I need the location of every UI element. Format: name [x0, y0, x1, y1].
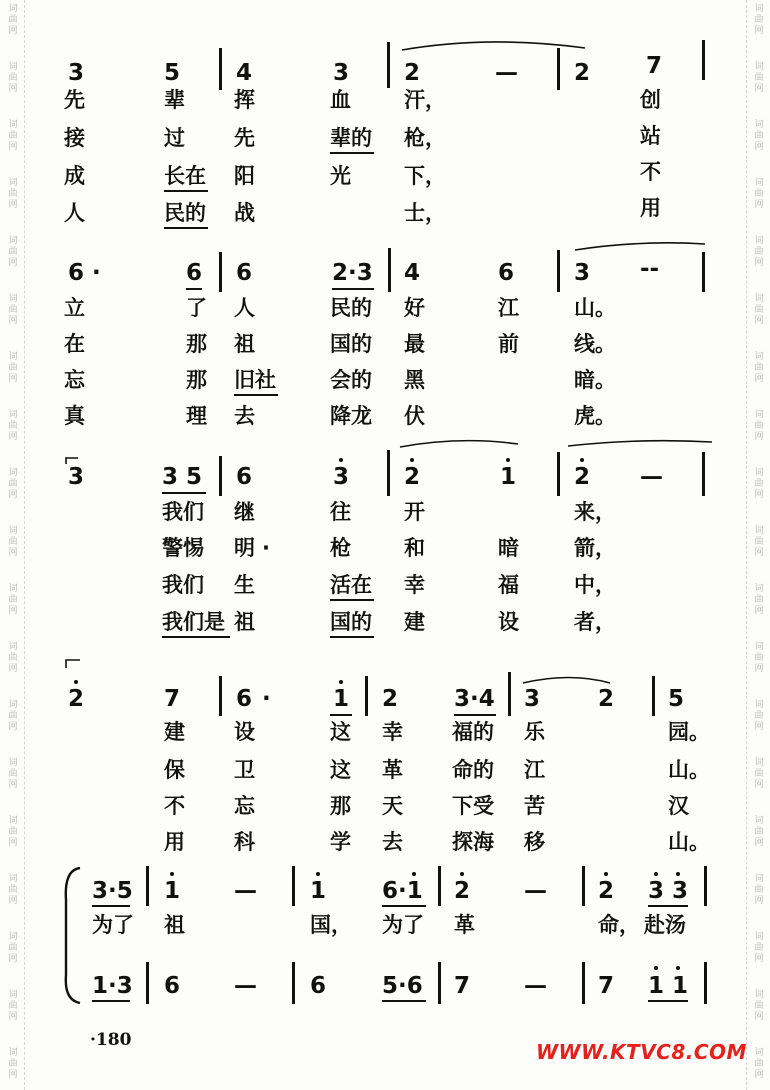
note: 2 [404, 60, 421, 86]
lyric: 命的 [452, 758, 494, 782]
lyric: 这 [330, 758, 351, 782]
watermark-glyph-group: 词 曲 网 [754, 178, 764, 210]
lyric: 好 [404, 296, 425, 320]
high-dot [460, 872, 464, 876]
barline [388, 248, 391, 292]
barline [219, 252, 222, 292]
lyric: 明 [234, 536, 255, 560]
watermark-glyph-group: 词 曲 网 [8, 584, 18, 616]
underline [330, 599, 374, 601]
barline [292, 866, 295, 906]
watermark-glyph-group: 词 曲 网 [754, 990, 764, 1022]
lyric: 这 [330, 720, 351, 744]
high-dot [580, 458, 584, 462]
site-prefix: WWW. [536, 1040, 611, 1064]
note: 5·6 [382, 973, 423, 999]
lyric: 建 [404, 610, 425, 634]
dash: — [495, 60, 518, 86]
lyric: 警惕 [162, 536, 204, 560]
lyric: 先 [64, 88, 85, 112]
lyric: 用 [640, 196, 661, 220]
lyric: 人 [234, 296, 255, 320]
note: 3 5 [162, 464, 203, 490]
high-dot [339, 458, 343, 462]
underline [164, 227, 208, 229]
lyric: 活在 [330, 573, 372, 597]
lyric: 去 [382, 830, 403, 854]
note: 5 [668, 686, 685, 712]
lyric: 线。 [574, 332, 616, 356]
watermark-glyph-group: 词 曲 网 [754, 700, 764, 732]
note: 2 [574, 60, 591, 86]
underline [330, 152, 374, 154]
note: 3 [524, 686, 541, 712]
barline [365, 676, 368, 716]
lyric: 箭， [574, 536, 616, 560]
note: 1·3 [92, 973, 133, 999]
barline [508, 672, 511, 716]
watermark-glyph-group: 词 曲 网 [754, 526, 764, 558]
note: 6 [186, 260, 203, 286]
watermark-glyph-group: 词 曲 网 [8, 120, 18, 152]
tie-system-3b [568, 441, 712, 446]
note: 6 [164, 973, 181, 999]
lyric: 我们是 [162, 610, 225, 634]
watermark-glyph-group: 词 曲 网 [754, 236, 764, 268]
note: 2 [454, 878, 471, 904]
note: 6 [236, 686, 253, 712]
lyric: 移 [524, 830, 545, 854]
lyric: 立 [64, 296, 85, 320]
lyric: 开 [404, 500, 425, 524]
watermark-glyph-group: 词 曲 网 [754, 62, 764, 94]
high-dot [339, 680, 343, 684]
lyric: 创 [640, 88, 661, 112]
lyric: 和 [404, 536, 425, 560]
watermark-glyph-group: 词 曲 网 [8, 758, 18, 790]
note: 2 [404, 464, 421, 490]
barline [582, 962, 585, 1004]
lyric: 光 [330, 164, 351, 188]
underline [332, 288, 374, 290]
high-dot [676, 966, 680, 970]
note: 6 [236, 464, 253, 490]
note: 1 [333, 686, 350, 712]
barline [219, 456, 222, 496]
underline [330, 714, 352, 716]
lyric: 过 [164, 126, 185, 150]
underline [454, 714, 496, 716]
lyric: 设 [498, 610, 519, 634]
lyric: 国的 [330, 332, 372, 356]
lyric: 真 [64, 404, 85, 428]
lyric: 挥 [234, 88, 255, 112]
note: 6·1 [382, 878, 423, 904]
underline [234, 394, 278, 396]
lyric: 祖 [234, 332, 255, 356]
barline [292, 962, 295, 1004]
lyric: 辈 [164, 88, 185, 112]
note: 2 [598, 686, 615, 712]
note: 3 [333, 60, 350, 86]
watermark-glyph-group: 词 曲 网 [8, 1048, 18, 1080]
lyric: 往 [330, 500, 351, 524]
lyric: 为了 [92, 913, 134, 937]
watermark-glyph-group: 词 曲 网 [8, 178, 18, 210]
underline [162, 636, 230, 638]
watermark-glyph-group: 词 曲 网 [8, 410, 18, 442]
note: 3 [68, 60, 85, 86]
high-dot [506, 458, 510, 462]
lyric: 那 [186, 368, 207, 392]
lyric: · [262, 536, 270, 560]
barline [557, 250, 560, 292]
lyric: 阳 [234, 164, 255, 188]
watermark-glyph-group: 词 曲 网 [754, 120, 764, 152]
barline [702, 252, 705, 292]
watermark-glyph-group: 词 曲 网 [8, 816, 18, 848]
underline [382, 905, 426, 907]
lyric: 用 [164, 830, 185, 854]
grand-staff-brace [66, 868, 80, 1003]
underline [186, 288, 202, 290]
barline [219, 676, 222, 716]
dash: — [640, 464, 663, 490]
lyric: 命， [598, 913, 640, 937]
barline [438, 866, 441, 906]
barline [557, 48, 560, 90]
lyric: 继 [234, 500, 255, 524]
lyric: 站 [640, 124, 661, 148]
lyric: 伏 [404, 404, 425, 428]
dash: -- [640, 256, 660, 282]
watermark-glyph-group: 词 曲 网 [754, 468, 764, 500]
watermark-glyph-group: 词 曲 网 [8, 642, 18, 674]
lyric: 枪， [404, 126, 446, 150]
barline [582, 866, 585, 906]
watermark-glyph-group: 词 曲 网 [754, 758, 764, 790]
lyric: 士， [404, 201, 446, 225]
note: 7 [646, 53, 663, 79]
watermark-glyph-group: 词 曲 网 [8, 700, 18, 732]
lyric: 祖 [234, 610, 255, 634]
lyric: 降龙 [330, 404, 372, 428]
note: 2 [68, 686, 85, 712]
underline [164, 190, 208, 192]
lyric: 探海 [452, 830, 494, 854]
barline [146, 866, 149, 906]
lyric: 赴汤 [644, 913, 686, 937]
note: 6 [236, 260, 253, 286]
lyric: 民的 [164, 201, 206, 225]
dot-mark: · [262, 686, 271, 712]
high-dot [316, 872, 320, 876]
watermark-glyph-group: 词 曲 网 [754, 584, 764, 616]
watermark-glyph-group: 词 曲 网 [754, 932, 764, 964]
dash: — [524, 973, 547, 999]
watermark-glyph-group: 词 曲 网 [754, 874, 764, 906]
lyric: 汉 [668, 794, 689, 818]
lyric: 山。 [574, 296, 616, 320]
barline [438, 962, 441, 1004]
note: 2 [574, 464, 591, 490]
high-dot [654, 872, 658, 876]
lyric: 在 [64, 332, 85, 356]
lyric: 天 [382, 794, 403, 818]
watermark-glyph-group: 词 曲 网 [8, 990, 18, 1022]
lyric: 黑 [404, 368, 425, 392]
barline [146, 962, 149, 1004]
lyric: 理 [186, 404, 207, 428]
dot-mark: · [92, 260, 101, 286]
bracket-hook-4 [66, 660, 80, 668]
watermark-glyph-group: 词 曲 网 [754, 410, 764, 442]
tie-system-2 [575, 243, 705, 250]
lyric: 辈的 [330, 126, 372, 150]
note: 2 [598, 878, 615, 904]
underline [648, 1000, 688, 1002]
note: 5 [164, 60, 181, 86]
watermark-glyph-group: 词 曲 网 [8, 294, 18, 326]
lyric: 忘 [234, 794, 255, 818]
lyric: 成 [64, 164, 85, 188]
note: 7 [164, 686, 181, 712]
lyric: 保 [164, 758, 185, 782]
lyric: 人 [64, 201, 85, 225]
lyric: 暗。 [574, 368, 616, 392]
lyric: 来， [574, 500, 616, 524]
lyric: 血 [330, 88, 351, 112]
note: 3·4 [454, 686, 495, 712]
lyric: 为了 [382, 913, 424, 937]
lyric: 战 [234, 201, 255, 225]
lyric: 山。 [668, 830, 710, 854]
lyric: 虎。 [574, 404, 616, 428]
watermark-glyph-group: 词 曲 网 [8, 874, 18, 906]
barline [652, 676, 655, 716]
dash: — [234, 878, 257, 904]
note: 3 [333, 464, 350, 490]
lyric: 长在 [164, 164, 206, 188]
lyric: 汗， [404, 88, 446, 112]
note: 6 [310, 973, 327, 999]
tie-system-4 [523, 678, 610, 684]
tie-system-3 [400, 441, 518, 447]
note: 1 [500, 464, 517, 490]
watermark-glyph-group: 词 曲 网 [8, 236, 18, 268]
site-brand: KTVC8 [610, 1040, 686, 1064]
note: 2·3 [332, 260, 373, 286]
underline [162, 492, 206, 494]
watermark-glyph-group: 词 曲 网 [8, 4, 18, 36]
high-dot [676, 872, 680, 876]
underline [382, 1000, 426, 1002]
watermark-glyph-group: 词 曲 网 [8, 62, 18, 94]
underline [92, 905, 130, 907]
note: 3 3 [648, 878, 689, 904]
watermark-glyph-group: 词 曲 网 [754, 642, 764, 674]
high-dot [604, 872, 608, 876]
site-suffix: .COM [685, 1040, 747, 1064]
lyric: 建 [164, 720, 185, 744]
note: 4 [404, 260, 421, 286]
lyric: 卫 [234, 758, 255, 782]
barline [557, 452, 560, 496]
lyric: 福 [498, 573, 519, 597]
high-dot [654, 966, 658, 970]
page-number: ·180 [90, 1030, 132, 1050]
site-watermark[interactable] [536, 1040, 747, 1064]
note: 2 [382, 686, 399, 712]
barline [702, 452, 705, 496]
lyric: 枪 [330, 536, 351, 560]
lyric: 忘 [64, 368, 85, 392]
lyric: 国的 [330, 610, 372, 634]
barline [219, 48, 222, 90]
lyric: 接 [64, 126, 85, 150]
high-dot [170, 872, 174, 876]
lyric: 幸 [404, 573, 425, 597]
lyric: 苦 [524, 794, 545, 818]
note: 7 [598, 973, 615, 999]
lyric: 那 [186, 332, 207, 356]
lyric: 学 [330, 830, 351, 854]
lyric: 生 [234, 573, 255, 597]
watermark-glyph-group: 词 曲 网 [754, 4, 764, 36]
lyric: 下， [404, 164, 446, 188]
dash: — [234, 973, 257, 999]
lyric: 最 [404, 332, 425, 356]
lyric: 暗 [498, 536, 519, 560]
note: 3 [574, 260, 591, 286]
lyric: 先 [234, 126, 255, 150]
lyric: 科 [234, 830, 255, 854]
note: 7 [454, 973, 471, 999]
watermark-glyph-group: 词 曲 网 [8, 352, 18, 384]
lyric: 我们 [162, 573, 204, 597]
watermark-glyph-group: 词 曲 网 [754, 352, 764, 384]
lyric: 旧社 [234, 368, 276, 392]
underline [330, 636, 374, 638]
note: 1 [310, 878, 327, 904]
lyric: 革 [454, 913, 475, 937]
lyric: 会的 [330, 368, 372, 392]
lyric: 福的 [452, 720, 494, 744]
note: 3 [68, 464, 85, 490]
lyric: 了 [186, 296, 207, 320]
watermark-glyph-group: 词 曲 网 [8, 468, 18, 500]
lyric: 乐 [524, 720, 545, 744]
lyric: 幸 [382, 720, 403, 744]
note: 4 [236, 60, 253, 86]
note: 6 [68, 260, 85, 286]
lyric: 山。 [668, 758, 710, 782]
lyric: 江 [498, 296, 519, 320]
lyric: 不 [640, 160, 661, 184]
note: 1 [164, 878, 181, 904]
lyric: 祖 [164, 913, 185, 937]
note: 1 1 [648, 973, 689, 999]
lyric: 中， [574, 573, 616, 597]
lyric: 园。 [668, 720, 710, 744]
lyric: 设 [234, 720, 255, 744]
lyric: 不 [164, 794, 185, 818]
watermark-glyph-group: 词 曲 网 [754, 816, 764, 848]
barline [704, 866, 707, 906]
watermark-glyph-group: 词 曲 网 [754, 1048, 764, 1080]
lyric: 民的 [330, 296, 372, 320]
high-dot [410, 458, 414, 462]
note: 6 [498, 260, 515, 286]
lyric: 下受 [452, 794, 494, 818]
barline [702, 40, 705, 80]
lyric: 革 [382, 758, 403, 782]
barline [387, 42, 390, 88]
lyric: 江 [524, 758, 545, 782]
lyric: 者， [574, 610, 616, 634]
watermark-glyph-group: 词 曲 网 [8, 932, 18, 964]
note: 3·5 [92, 878, 133, 904]
lyric: 那 [330, 794, 351, 818]
barline [387, 450, 390, 496]
barline [704, 962, 707, 1004]
high-dot [412, 872, 416, 876]
lyric: 国， [310, 913, 352, 937]
underline [92, 1000, 130, 1002]
high-dot [74, 680, 78, 684]
lyric: 我们 [162, 500, 204, 524]
lyric: 前 [498, 332, 519, 356]
watermark-glyph-group: 词 曲 网 [754, 294, 764, 326]
watermark-glyph-group: 词 曲 网 [8, 526, 18, 558]
lyric: 去 [234, 404, 255, 428]
underline [648, 905, 688, 907]
dash: — [524, 878, 547, 904]
